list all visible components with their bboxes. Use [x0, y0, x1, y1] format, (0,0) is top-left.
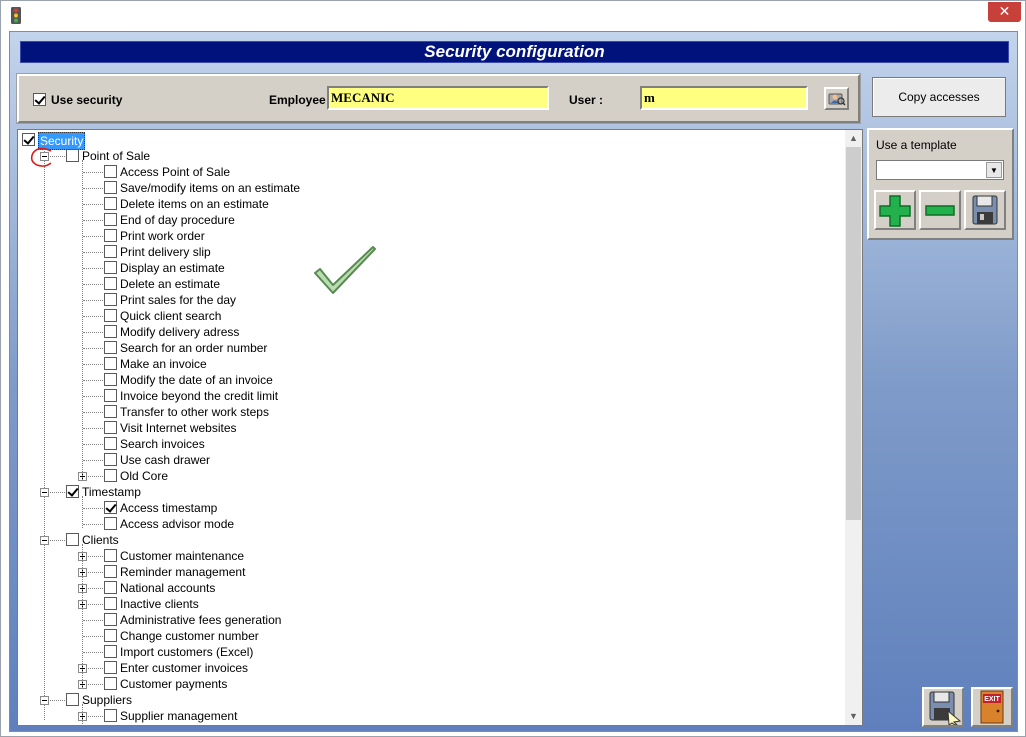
- remove-template-button[interactable]: [919, 190, 961, 230]
- tree-node-label: Display an estimate: [120, 261, 225, 275]
- tree-checkbox[interactable]: [104, 373, 117, 386]
- tree-node-label: Supplier management: [120, 709, 238, 723]
- tree-checkbox[interactable]: [104, 597, 117, 610]
- tree-connector: [83, 380, 103, 381]
- tree-checkbox[interactable]: [104, 309, 117, 322]
- tree-node-label: Quick client search: [120, 309, 222, 323]
- tree-connector: [82, 160, 83, 480]
- tree-checkbox[interactable]: [66, 149, 79, 162]
- tree-node-label: Access Point of Sale: [120, 165, 231, 179]
- tree-connector: [83, 460, 103, 461]
- tree-node-label: Delete an estimate: [120, 277, 221, 291]
- tree-node-label: Save/modify items on an estimate: [120, 181, 301, 195]
- tree-connector: [83, 236, 103, 237]
- user-label: User :: [569, 93, 604, 107]
- tree-connector: [82, 496, 83, 528]
- floppy-disk-icon: [966, 192, 1004, 228]
- tree-checkbox[interactable]: [66, 485, 79, 498]
- tree-checkbox[interactable]: [104, 213, 117, 226]
- employee-field[interactable]: MECANIC: [327, 86, 549, 110]
- tree-node-label: End of day procedure: [120, 213, 235, 227]
- tree-connector: [83, 364, 103, 365]
- traffic-light-icon: [10, 7, 22, 24]
- tree-checkbox[interactable]: [104, 341, 117, 354]
- tree-node-label: Access advisor mode: [120, 517, 235, 531]
- tree-node-label: Print sales for the day: [120, 293, 237, 307]
- tree-connector: [83, 444, 103, 445]
- tree-node-label: Print work order: [120, 229, 205, 243]
- tree-node-label: Transfer to other work steps: [120, 405, 269, 419]
- person-lookup-icon: [826, 89, 847, 108]
- tree-connector: [83, 268, 103, 269]
- tree-node-label: Security: [40, 134, 84, 148]
- use-security-checkbox[interactable]: [33, 93, 46, 106]
- tree-checkbox[interactable]: [104, 421, 117, 434]
- tree-checkbox[interactable]: [104, 245, 117, 258]
- tree-node-label: Invoice beyond the credit limit: [120, 389, 279, 403]
- tree-checkbox[interactable]: [66, 693, 79, 706]
- tree-node-label: Visit Internet websites: [120, 421, 237, 435]
- tree-checkbox[interactable]: [104, 389, 117, 402]
- tree-node-label: Search for an order number: [120, 341, 268, 355]
- exit-label: EXIT: [984, 696, 1000, 703]
- minus-icon: [921, 192, 959, 228]
- tree-node-label: Use cash drawer: [120, 453, 211, 467]
- tree-checkbox[interactable]: [104, 581, 117, 594]
- tree-connector: [83, 396, 103, 397]
- tree-scrollbar[interactable]: [845, 130, 862, 725]
- tree-connector: [83, 412, 103, 413]
- save-button[interactable]: [922, 687, 964, 727]
- add-template-button[interactable]: [874, 190, 916, 230]
- tree-connector: [44, 144, 45, 720]
- tree-connector: [83, 428, 103, 429]
- tree-checkbox[interactable]: [104, 405, 117, 418]
- tree-checkbox[interactable]: [104, 613, 117, 626]
- tree-node-label: Administrative fees generation: [120, 613, 282, 627]
- user-field[interactable]: m: [640, 86, 808, 110]
- client-area: [9, 31, 1018, 732]
- tree-checkbox[interactable]: [22, 133, 35, 146]
- copy-accesses-button[interactable]: Copy accesses: [872, 77, 1006, 117]
- tree-node-label: National accounts: [120, 581, 216, 595]
- tree-checkbox[interactable]: [104, 437, 117, 450]
- tree-checkbox[interactable]: [104, 453, 117, 466]
- tree-connector: [83, 508, 103, 509]
- security-settings-panel: [17, 74, 860, 123]
- tree-checkbox[interactable]: [104, 277, 117, 290]
- tree-checkbox[interactable]: [104, 517, 117, 530]
- tree-connector: [83, 652, 103, 653]
- tree-node-label: Delete items on an estimate: [120, 197, 269, 211]
- tree-connector: [83, 188, 103, 189]
- tree-node-label: Search invoices: [120, 437, 205, 451]
- tree-node-label: Clients: [82, 533, 119, 547]
- tree-connector: [83, 204, 103, 205]
- close-icon: ✕: [998, 4, 1011, 20]
- tree-connector: [83, 332, 103, 333]
- tree-connector: [83, 284, 103, 285]
- tree-checkbox[interactable]: [104, 645, 117, 658]
- collapse-icon[interactable]: [40, 696, 49, 705]
- tree-node-label: Customer payments: [120, 677, 228, 691]
- tree-checkbox[interactable]: [104, 549, 117, 562]
- tree-connector: [83, 636, 103, 637]
- tree-connector: [82, 704, 83, 726]
- tree-checkbox[interactable]: [104, 501, 117, 514]
- tree-checkbox[interactable]: [104, 293, 117, 306]
- tree-node-label: Print delivery slip: [120, 245, 211, 259]
- tree-node-label: Import customers (Excel): [120, 645, 254, 659]
- tree-connector: [83, 348, 103, 349]
- tree-checkbox[interactable]: [104, 709, 117, 722]
- plus-icon: [876, 192, 914, 228]
- tree-checkbox[interactable]: [104, 661, 117, 674]
- use-security-label: Use security: [51, 92, 123, 107]
- close-button[interactable]: [988, 2, 1021, 22]
- tree-node-label: Suppliers: [82, 693, 133, 707]
- tree-checkbox[interactable]: [66, 533, 79, 546]
- tree-checkbox[interactable]: [104, 181, 117, 194]
- tree-node-label: Make an invoice: [120, 357, 207, 371]
- tree-node-label: Change customer number: [120, 629, 259, 643]
- template-select[interactable]: [876, 160, 1004, 180]
- tree-node-label: Modify the date of an invoice: [120, 373, 273, 387]
- tree-checkbox[interactable]: [104, 629, 117, 642]
- security-tree[interactable]: [17, 129, 863, 726]
- page-title: Security configuration: [20, 41, 1009, 63]
- tree-checkbox[interactable]: [104, 229, 117, 242]
- scrollbar-thumb[interactable]: [846, 147, 861, 520]
- tree-checkbox[interactable]: [104, 677, 117, 690]
- save-template-button[interactable]: [964, 190, 1006, 230]
- tree-connector: [83, 252, 103, 253]
- employee-label: Employee: [269, 93, 326, 107]
- tree-node-label: Inactive clients: [120, 597, 199, 611]
- tree-node-label: Customer maintenance: [120, 549, 245, 563]
- title-bar: [1, 1, 1025, 31]
- tree-connector: [82, 544, 83, 688]
- tree-connector: [83, 172, 103, 173]
- checkmark-icon: [311, 243, 381, 301]
- tree-connector: [83, 220, 103, 221]
- tree-checkbox[interactable]: [104, 197, 117, 210]
- tree-node-label: Timestamp: [82, 485, 141, 499]
- template-label: Use a template: [876, 138, 957, 152]
- tree-connector: [83, 316, 103, 317]
- floppy-disk-icon: [924, 689, 962, 725]
- tree-node-label: Access timestamp: [120, 501, 218, 515]
- tree-connector: [83, 300, 103, 301]
- collapse-icon[interactable]: [40, 488, 49, 497]
- scroll-up-icon[interactable]: ▲: [849, 133, 858, 143]
- use-security-toggle[interactable]: [33, 92, 122, 107]
- scroll-down-icon[interactable]: ▼: [849, 711, 858, 721]
- highlight-circle-icon: [29, 147, 55, 169]
- tree-node-label: Modify delivery adress: [120, 325, 240, 339]
- tree-checkbox[interactable]: [104, 469, 117, 482]
- tree-checkbox[interactable]: [104, 357, 117, 370]
- tree-checkbox[interactable]: [104, 165, 117, 178]
- tree-node-label: Enter customer invoices: [120, 661, 249, 675]
- tree-checkbox[interactable]: [104, 261, 117, 274]
- tree-connector: [83, 620, 103, 621]
- exit-button[interactable]: [971, 687, 1013, 727]
- collapse-icon[interactable]: [40, 536, 49, 545]
- tree-connector: [83, 524, 103, 525]
- tree-node-label: Reminder management: [120, 565, 246, 579]
- tree-checkbox[interactable]: [104, 565, 117, 578]
- tree-node-label: Old Core: [120, 469, 169, 483]
- tree-node-label: Point of Sale: [82, 149, 151, 163]
- exit-door-icon: [973, 689, 1011, 725]
- chevron-down-icon[interactable]: ▼: [986, 162, 1002, 178]
- tree-checkbox[interactable]: [104, 325, 117, 338]
- user-browse-button[interactable]: [824, 87, 849, 110]
- template-panel: [867, 128, 1014, 240]
